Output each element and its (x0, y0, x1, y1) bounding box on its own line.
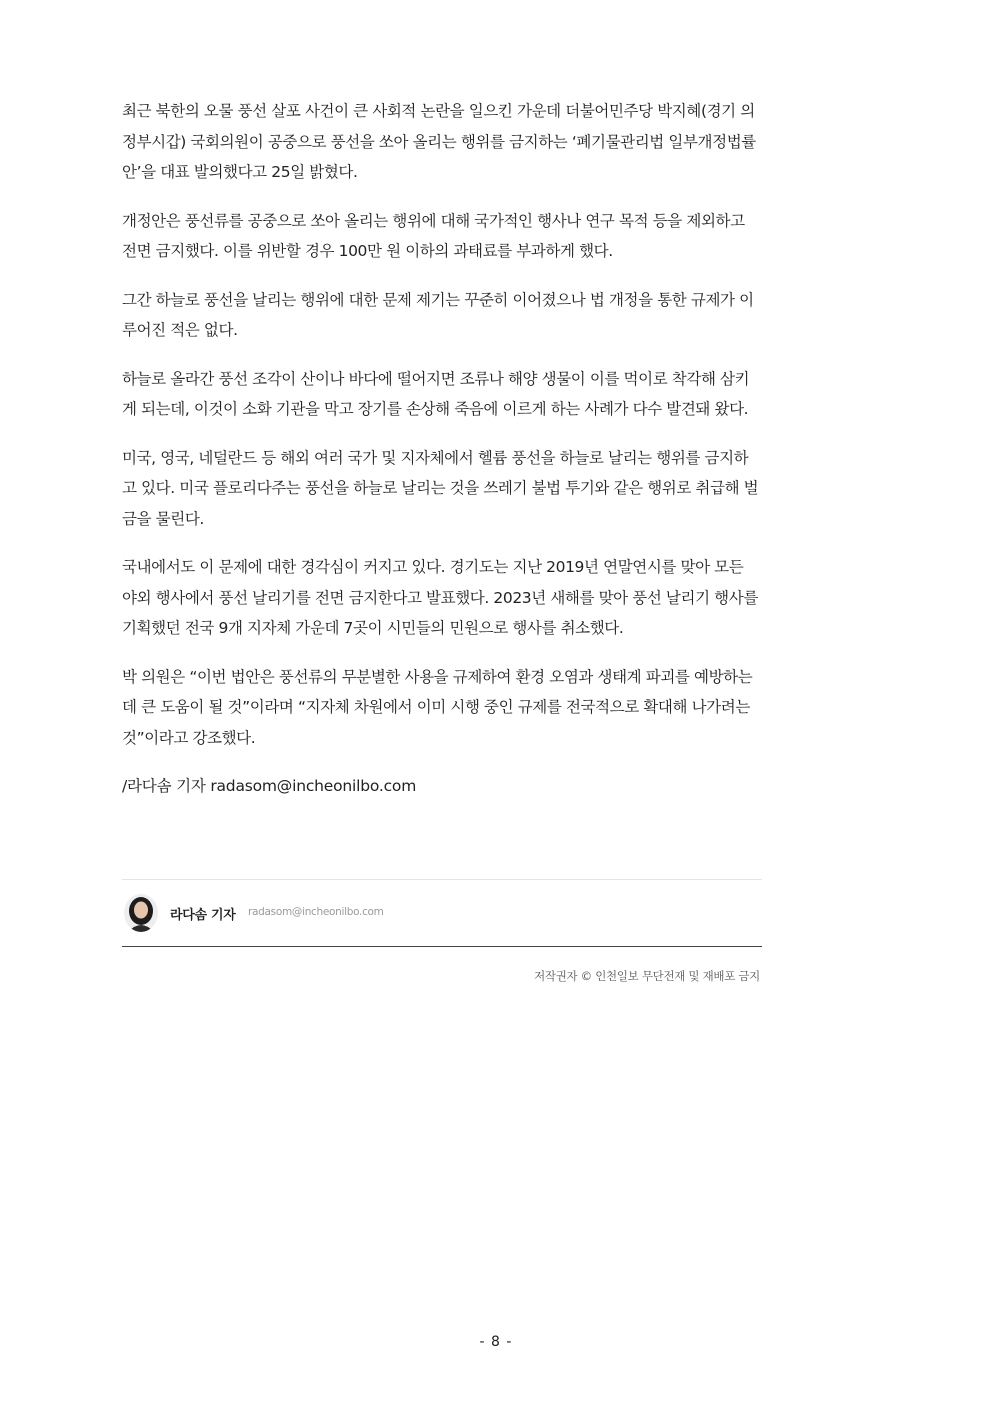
reporter-email[interactable]: radasom@incheonilbo.com (248, 906, 384, 918)
article-paragraph: 그간 하늘로 풍선을 날리는 행위에 대한 문제 제기는 꾸준히 이어졌으나 법 개정을 통한 규제가 이루어진 적은 없다. (122, 290, 754, 339)
article-paragraph: 하늘로 올라간 풍선 조각이 산이나 바다에 떨어지면 조류나 해양 생물이 이를 먹이로 착각해 삼키게 되는데, 이것이 소화 기관을 막고 장기를 손상해 죽음에 이르게 하는 사례가 다수 발견돼 왔다. (122, 369, 750, 418)
reporter-name[interactable]: 라다솜 기자 (170, 908, 236, 923)
page-number: - 8 - (479, 1334, 513, 1350)
copyright-notice: 저작권자 © 인천일보 무단전재 및 재배포 금지 (534, 969, 760, 983)
article-paragraph: 개정안은 풍선류를 공중으로 쏘아 올리는 행위에 대해 국가적인 행사나 연구 목적 등을 제외하고 전면 금지했다. 이를 위반할 경우 100만 원 이하의 과태료를 부과하게 했다. (122, 211, 745, 260)
reporter-card (122, 879, 762, 947)
article-paragraph: 최근 북한의 오물 풍선 살포 사건이 큰 사회적 논란을 일으킨 가운데 더불어민주당 박지혜(경기 의정부시갑) 국회의원이 공중으로 풍선을 쏘아 올리는 행위를 금지하는 ‘폐기물관리법 일부개정법률안’을 대표 발의했다고 25일 밝혔다. (122, 102, 756, 181)
reporter-avatar[interactable] (124, 894, 158, 932)
article-byline: /라다솜 기자 radasom@incheonilbo.com (122, 777, 417, 795)
article-paragraph: 국내에서도 이 문제에 대한 경각심이 커지고 있다. 경기도는 지난 2019년 연말연시를 맞아 모든 야외 행사에서 풍선 날리기를 전면 금지한다고 발표했다. 2023년 새해를 맞아 풍선 날리기 행사를 기획했던 전국 9개 지자체 가운데 7곳이 시민들의 민원으로 행사를 취소했다. (122, 558, 758, 637)
article-paragraph: 미국, 영국, 네덜란드 등 해외 여러 국가 및 지자체에서 헬륨 풍선을 하늘로 날리는 행위를 금지하고 있다. 미국 플로리다주는 풍선을 하늘로 날리는 것을 쓰레기 불법 투기와 같은 행위로 취급해 벌금을 물린다. (122, 448, 759, 528)
article-body (122, 96, 762, 801)
article-paragraph: 박 의원은 “이번 법안은 풍선류의 무분별한 사용을 규제하여 환경 오염과 생태계 파괴를 예방하는 데 큰 도움이 될 것”이라며 “지자체 차원에서 이미 시행 중인 규제를 전국적으로 확대해 나가려는 것”이라고 강조했다. (122, 667, 753, 747)
reporter-photo-icon (124, 894, 158, 932)
